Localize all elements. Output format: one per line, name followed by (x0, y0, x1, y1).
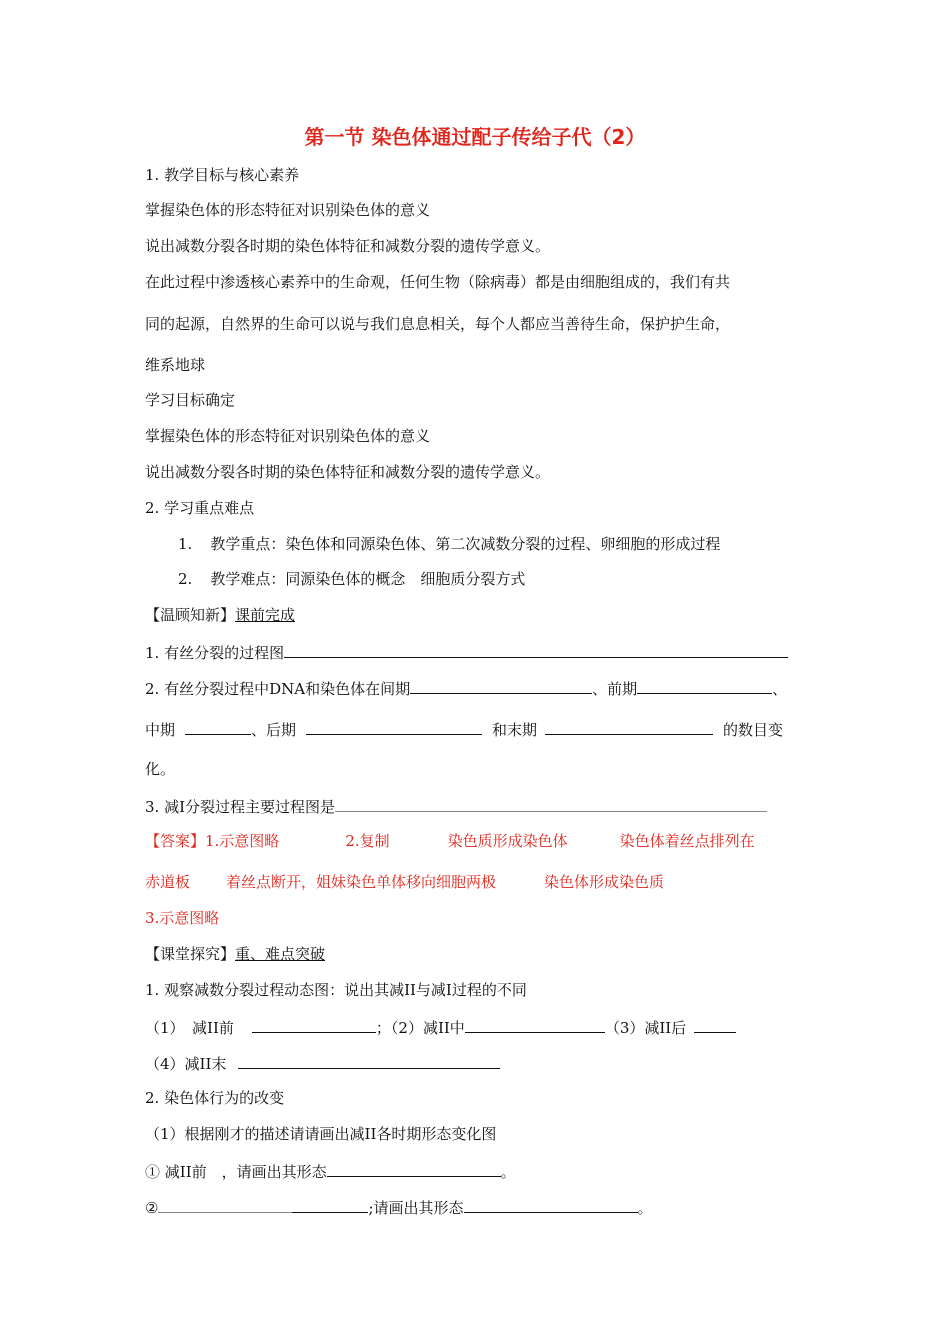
answer-blank[interactable] (465, 1016, 605, 1033)
explore-question-1-blanks (145, 1016, 736, 1038)
explore-question-1: 1. 观察减数分裂过程动态图：说出其减II与减Ⅰ过程的不同 (145, 981, 527, 999)
review-tag-underlined: 课前完成 (235, 606, 296, 624)
answer-blank[interactable] (545, 718, 713, 735)
question-text: ② (145, 1199, 159, 1217)
question-text: 、 (772, 680, 788, 698)
section-1-heading: 1. 教学目标与核心素养 (145, 166, 300, 184)
answer-blank[interactable] (694, 1016, 736, 1033)
answer-blank[interactable] (185, 718, 251, 735)
question-text: 中期 (145, 721, 176, 739)
answer-blank[interactable] (410, 677, 592, 694)
list-number: 2. (178, 570, 193, 588)
question-text: ；（2）减II中 (375, 1019, 465, 1037)
explore-heading (145, 944, 325, 964)
answer-blank[interactable] (252, 1016, 376, 1033)
review-heading (145, 605, 295, 625)
learning-goal-2: 说出减数分裂各时期的染色体特征和减数分裂的遗传学意义。 (145, 463, 551, 481)
answer-blank[interactable] (464, 1196, 638, 1213)
key-point-text: 教学重点：染色体和同源染色体、第二次减数分裂的过程、卵细胞的形成过程 (210, 535, 721, 553)
answer-blank[interactable] (238, 1052, 500, 1069)
section-2-heading: 2. 学习重点难点 (145, 499, 255, 517)
question-text: 1. 有丝分裂的过程图 (145, 644, 285, 662)
literacy-para-line-3: 维系地球 (145, 356, 206, 374)
explore-question-2-1: （1）根据刚才的描述请请画出减II各时期形态变化图 (145, 1125, 497, 1143)
answer-blank[interactable] (327, 1160, 501, 1177)
literacy-para-line-1: 在此过程中渗透核心素养中的生命观，任何生物（除病毒）都是由细胞组成的，我们有共 (145, 273, 731, 291)
answer-blank[interactable] (158, 1196, 292, 1213)
question-text: 和末期 (492, 721, 538, 739)
answer-line-1 (145, 831, 755, 851)
review-question-2 (145, 677, 787, 699)
difficult-point-text: 教学难点：同源染色体的概念 细胞质分裂方式 (210, 570, 526, 588)
page-title: 第一节 染色体通过配子传给子代（2） (304, 125, 646, 149)
question-text: （4）减II末 (145, 1055, 227, 1073)
learning-goal-heading: 学习目标确定 (145, 391, 236, 409)
question-text: 、后期 (251, 721, 297, 739)
question-text: 3. 减Ⅰ分裂过程主要过程图是 (145, 798, 336, 816)
question-text: （3）减II后 (604, 1019, 687, 1037)
explore-question-2-circle-1 (145, 1160, 516, 1182)
answer-text: 着丝点断开，姐妹染色单体移向细胞两极 (226, 873, 497, 891)
list-number: 1. (178, 535, 193, 553)
explore-question-2: 2. 染色体行为的改变 (145, 1089, 285, 1107)
question-text: ;请画出其形态 (368, 1199, 464, 1217)
explore-tag-underlined: 重、难点突破 (235, 945, 326, 963)
answer-text: 染色质形成染色体 (447, 832, 568, 850)
answer-blank[interactable] (306, 718, 482, 735)
explore-tag: 【课堂探究】 (145, 945, 236, 963)
review-question-2-end: 化。 (145, 760, 176, 778)
answer-text: 染色体形成染色质 (544, 873, 665, 891)
review-question-1 (145, 641, 788, 663)
review-tag: 【温顾知新】 (145, 606, 236, 624)
answer-text: 染色体着丝点排列在 (619, 832, 755, 850)
review-question-2-cont (145, 718, 783, 740)
explore-question-2-circle-2 (145, 1196, 653, 1218)
answer-text: 2.复制 (345, 832, 390, 850)
question-text: 2. 有丝分裂过程中DNA和染色体在间期 (145, 680, 411, 698)
answer-blank[interactable] (335, 795, 767, 812)
question-text: （1） 减II前 (145, 1019, 234, 1037)
answer-blank[interactable] (637, 677, 772, 694)
question-text: ① 减II前 ，请画出其形态 (145, 1163, 327, 1181)
answer-text: 赤道板 (145, 873, 191, 891)
objective-line-2: 说出减数分裂各时期的染色体特征和减数分裂的遗传学意义。 (145, 237, 551, 255)
question-text: 、前期 (592, 680, 638, 698)
question-text: 。 (500, 1163, 516, 1181)
explore-question-1-blank-4 (145, 1052, 500, 1074)
difficult-point-item (178, 569, 525, 589)
answer-line-3: 3.示意图略 (145, 909, 220, 927)
learning-goal-1: 掌握染色体的形态特征对识别染色体的意义 (145, 427, 431, 445)
answer-line-2 (145, 872, 664, 892)
answer-text: 【答案】1.示意图略 (145, 832, 280, 850)
review-question-3 (145, 795, 767, 817)
answer-blank[interactable] (292, 1196, 368, 1213)
objective-line-1: 掌握染色体的形态特征对识别染色体的意义 (145, 201, 431, 219)
question-text: 。 (637, 1199, 653, 1217)
literacy-para-line-2: 同的起源，自然界的生命可以说与我们息息相关，每个人都应当善待生命，保护护生命， (145, 315, 731, 333)
answer-blank[interactable] (284, 641, 788, 658)
key-point-item (178, 534, 720, 554)
question-text: 的数目变 (723, 721, 784, 739)
